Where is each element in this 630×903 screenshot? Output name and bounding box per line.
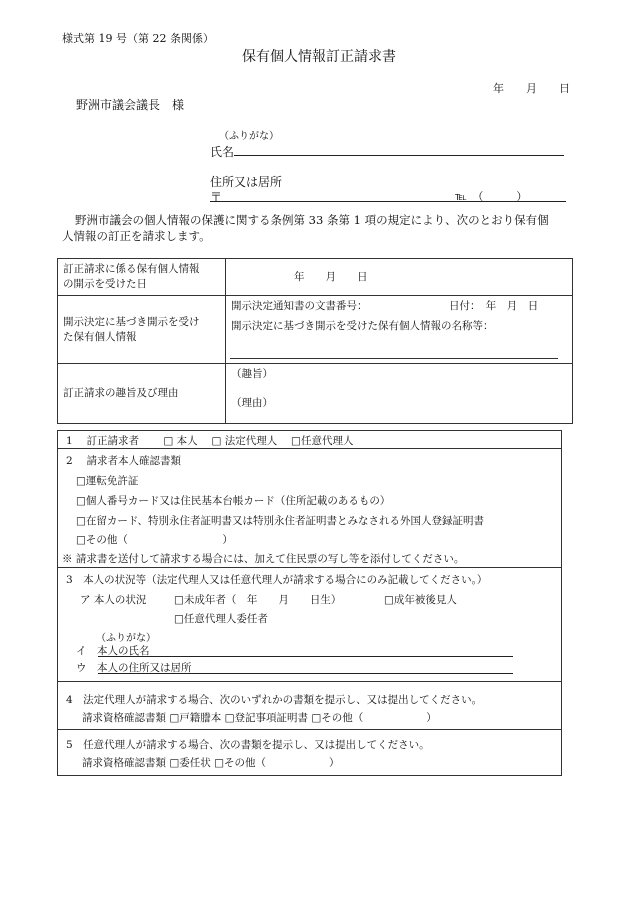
status-delegator-checkbox[interactable]: □任意代理人委任者 [174,613,268,625]
purpose-reason-field[interactable] [226,364,573,424]
date-field[interactable]: 年 月 日 [493,82,570,95]
id-doc-residence-card[interactable]: □在留カード、特別永住者証明書又は特別永住者証明書とみなされる外国人登録証明書 [76,515,484,527]
intro-line-1: 野洲市議会の個人情報の保護に関する条例第 33 条第 1 項の規定により、次のとおり保有個 [75,213,549,227]
page-title: 保有個人情報訂正請求書 [242,49,396,65]
person-status-heading: 3 本人の状況等（法定代理人又は任意代理人が請求する場合にのみ記載してください。） [66,574,488,586]
postal-mark: 〒 [210,190,223,204]
address-label: 住所又は居所 [210,175,283,189]
legal-rep-heading: 4 法定代理人が請求する場合、次のいずれかの書類を提示し、又は提出してください。 [66,694,483,706]
id-doc-other[interactable]: □その他（ ） [76,534,233,546]
requester-info-box [57,430,562,776]
form-number: 様式第 19 号（第 22 条関係） [62,32,214,45]
person-name-label: イ 本人の氏名 [76,645,150,657]
disclosure-date-label: 訂正請求に係る保有個人情報 の開示を受けた日 [58,259,226,296]
disclosed-info-name-label: 開示決定に基づき開示を受けた保有個人情報の名称等： [231,320,494,332]
person-name-field[interactable] [98,656,513,657]
person-address-field[interactable] [98,673,513,674]
status-adult-ward-checkbox[interactable]: □成年被後見人 [384,594,457,606]
person-furigana-label: （ふりがな） [96,633,156,644]
requester-type-row[interactable]: 1 訂正請求者 □ 本人 □ 法定代理人 □任意代理人 [66,435,354,447]
mail-note: ※ 請求書を送付して請求する場合には、加えて住民票の写し等を添付してください。 [62,553,465,565]
id-doc-drivers-license[interactable]: □運転免許証 [76,475,139,487]
person-address-label: ウ 本人の住所又は居所 [76,662,192,674]
name-field[interactable] [234,155,564,156]
notice-number-label: 開示決定通知書の文書番号： [231,300,368,312]
correction-details-table [57,258,573,424]
voluntary-rep-heading: 5 任意代理人が請求する場合、次の書類を提示し、又は提出してください。 [66,739,430,751]
notice-date-label: 日付： 年 月 日 [449,300,539,312]
disclosed-info-label: 開示決定に基づき開示を受け た保有個人情報 [58,296,226,364]
addressee: 野洲市議会議長 様 [76,98,185,112]
name-label: 氏名 [210,145,235,159]
address-field[interactable] [210,201,566,202]
disclosed-info-field[interactable] [226,296,573,364]
voluntary-rep-docs[interactable]: 請求資格確認書類 □委任状 □その他（ ） [82,757,340,769]
intro-line-2: 人情報の訂正を請求します。 [62,229,211,243]
purpose-label: （趣旨） [231,368,273,380]
reason-label: （理由） [231,397,273,409]
person-status-label: ア 本人の状況 [80,594,147,606]
legal-rep-docs[interactable]: 請求資格確認書類 □戸籍謄本 □登記事項証明書 □その他（ ） [82,712,437,724]
tel-label: ℡ （ ） [455,190,528,203]
id-docs-heading: 2 請求者本人確認書類 [66,455,182,467]
status-minor-checkbox[interactable]: □未成年者（ 年 月 日生） [174,594,342,606]
disclosure-date-field[interactable]: 年 月 日 [226,259,573,296]
furigana-label: （ふりがな） [219,131,279,142]
purpose-reason-label: 訂正請求の趣旨及び理由 [58,364,226,424]
id-doc-my-number-card[interactable]: □個人番号カード又は住民基本台帳カード（住所記載のあるもの） [76,495,391,507]
